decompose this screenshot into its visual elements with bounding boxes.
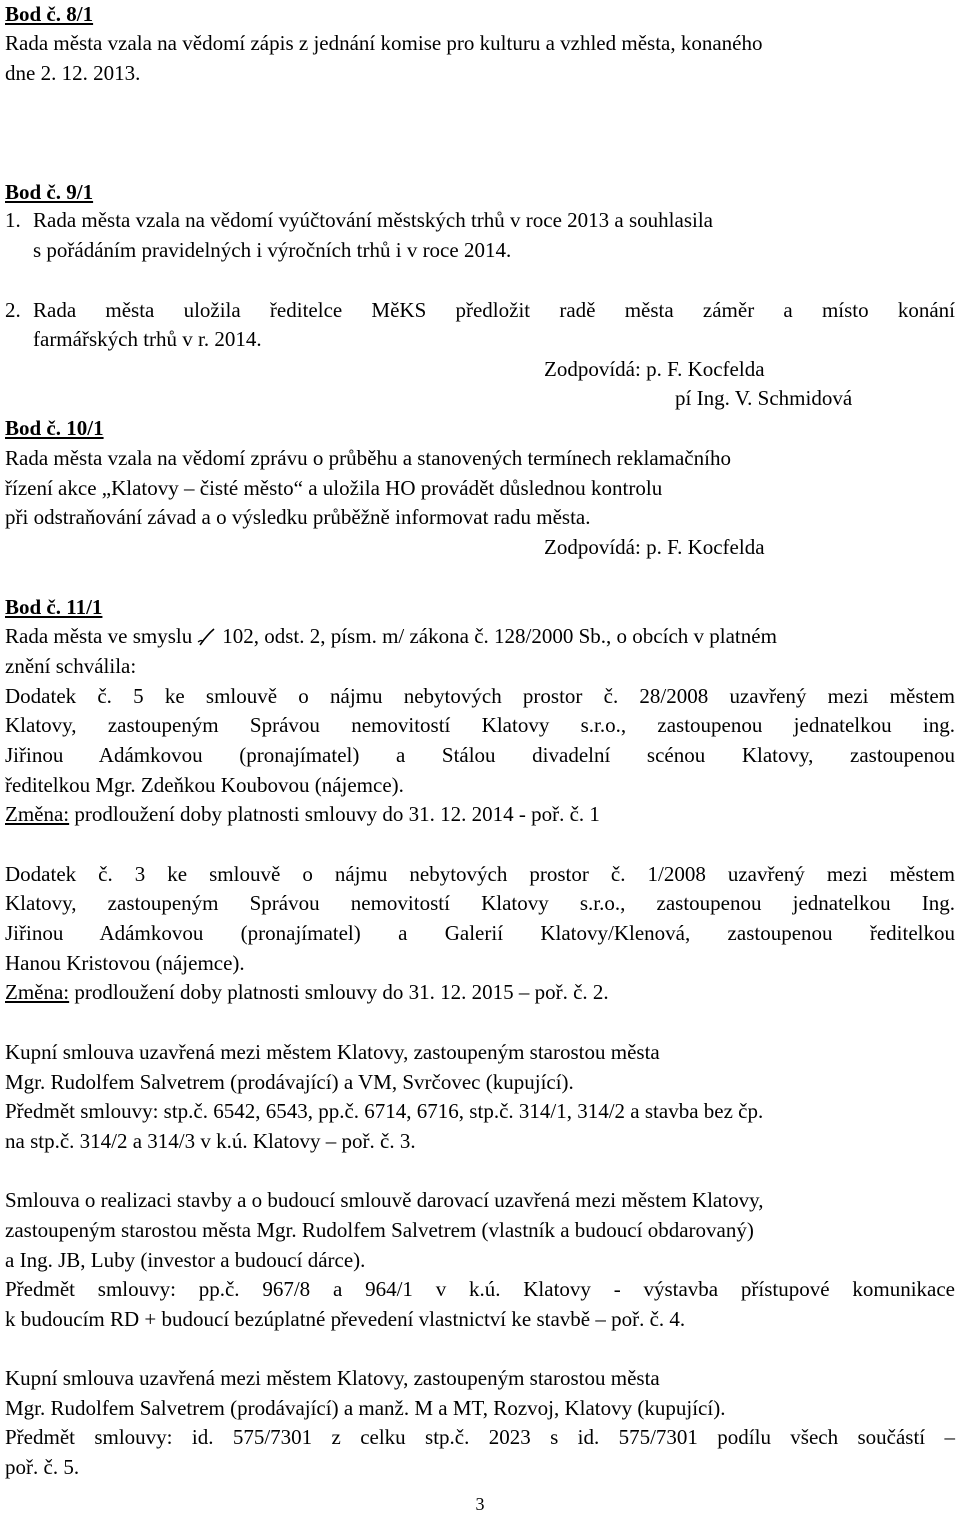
bod-9-item-2-number: 2.	[5, 298, 21, 322]
bod-11-intro-line: znění schválila:	[5, 654, 137, 678]
bod-9-heading: Bod č. 9/1	[5, 180, 94, 204]
change-label: Změna:	[5, 802, 70, 826]
dodatek-2-line: Hanou Kristovou (nájemce).	[5, 951, 245, 975]
bod-9-responsible: Zodpovídá: p. F. Kocfelda	[544, 357, 765, 381]
smlouva-o-realizaci-line: a Ing. JB, Luby (investor a budoucí dárce).	[5, 1248, 366, 1272]
dodatek-2-line: Dodatek č. 3 ke smlouvě o nájmu nebytových prostor č. 1/2008 uzavřený mezi městem	[5, 862, 955, 886]
dodatek-1-line: Jiřinou Adámkovou (pronajímatel) a Stálou divadelní scénou Klatovy, zastoupenou	[5, 743, 955, 767]
dodatek-1-line: ředitelkou Mgr. Zdeňkou Koubovou (nájemce).	[5, 773, 404, 797]
bod-9-item-1-line: s pořádáním pravidelných i výročních trhů i v roce 2014.	[33, 238, 512, 262]
bod-10-text-line: Rada města vzala na vědomí zprávu o průběhu a stanovených termínech reklamačního	[5, 446, 731, 470]
kupni-smlouva-1-line: Mgr. Rudolfem Salvetrem (prodávající) a VM, Svrčovec (kupující).	[5, 1070, 574, 1094]
bod-8-text-line: dne 2. 12. 2013.	[5, 61, 141, 85]
bod-9-item-2-line: Rada města uložila ředitelce MěKS předložit radě města záměr a místo konání	[33, 298, 955, 322]
bod-11-intro-line	[5, 624, 955, 648]
bod-10-responsible: Zodpovídá: p. F. Kocfelda	[544, 535, 765, 559]
bod-8-text-line: Rada města vzala na vědomí zápis z jednání komise pro kulturu a vzhled města, konaného	[5, 31, 763, 55]
bod-9-item-2-line: farmářských trhů v r. 2014.	[33, 327, 262, 351]
smlouva-o-realizaci-line: k budoucím RD + budoucí bezúplatné převedení vlastnictví ke stavbě – poř. č. 4.	[5, 1307, 686, 1331]
smlouva-o-realizaci-line: Smlouva o realizaci stavby a o budoucí smlouvě darovací uzavřená mezi městem Klatovy,	[5, 1188, 764, 1212]
bod-10-text-line: řízení akce „Klatovy – čisté město“ a uložila HO provádět důslednou kontrolu	[5, 476, 663, 500]
bod-11-intro-end: 102, odst. 2, písm. m/ zákona č. 128/2000 Sb., o obcích v platném	[222, 624, 777, 648]
dodatek-2-line: Klatovy, zastoupeným Správou nemovitostí Klatovy s.r.o., zastoupenou jednatelkou Ing.	[5, 891, 955, 915]
section-sign-icon	[196, 627, 218, 647]
dodatek-1-line: Dodatek č. 5 ke smlouvě o nájmu nebytových prostor č. 28/2008 uzavřený mezi městem	[5, 684, 955, 708]
kupni-smlouva-1-line: na stp.č. 314/2 a 314/3 v k.ú. Klatovy – poř. č. 3.	[5, 1129, 416, 1153]
bod-9-item-1-line: Rada města vzala na vědomí vyúčtování městských trhů v roce 2013 a souhlasila	[33, 208, 713, 232]
kupni-smlouva-2-line: Předmět smlouvy: id. 575/7301 z celku stp.č. 2023 s id. 575/7301 podílu všech součástí –	[5, 1425, 955, 1449]
bod-10-text-line: při odstraňování závad a o výsledku průběžně informovat radu města.	[5, 505, 591, 529]
bod-9-item-1-number: 1.	[5, 208, 21, 232]
kupni-smlouva-1-line: Předmět smlouvy: stp.č. 6542, 6543, pp.č. 6714, 6716, stp.č. 314/1, 314/2 a stavba bez čp.	[5, 1099, 764, 1123]
dodatek-1-change-line	[5, 802, 955, 826]
bod-11-intro-start: Rada města ve smyslu	[5, 624, 193, 648]
bod-10-heading: Bod č. 10/1	[5, 416, 104, 440]
change-text: prodloužení doby platnosti smlouvy do 31. 12. 2014 - poř. č. 1	[74, 802, 600, 826]
kupni-smlouva-1-line: Kupní smlouva uzavřená mezi městem Klatovy, zastoupeným starostou města	[5, 1040, 660, 1064]
page-number: 3	[475, 1494, 485, 1514]
bod-9-responsible-2: pí Ing. V. Schmidová	[675, 386, 853, 410]
dodatek-1-line: Klatovy, zastoupeným Správou nemovitostí Klatovy s.r.o., zastoupenou jednatelkou ing.	[5, 713, 955, 737]
kupni-smlouva-2-line: poř. č. 5.	[5, 1455, 80, 1479]
kupni-smlouva-2-line: Kupní smlouva uzavřená mezi městem Klatovy, zastoupeným starostou města	[5, 1366, 660, 1390]
change-label: Změna:	[5, 980, 70, 1004]
dodatek-2-change-line	[5, 980, 955, 1004]
dodatek-2-line: Jiřinou Adámkovou (pronajímatel) a Galerií Klatovy/Klenová, zastoupenou ředitelkou	[5, 921, 955, 945]
smlouva-o-realizaci-line: Předmět smlouvy: pp.č. 967/8 a 964/1 v k.ú. Klatovy - výstavba přístupové komunikace	[5, 1277, 955, 1301]
bod-11-heading: Bod č. 11/1	[5, 595, 103, 619]
smlouva-o-realizaci-line: zastoupeným starostou města Mgr. Rudolfem Salvetrem (vlastník a budoucí obdarovaný)	[5, 1218, 754, 1242]
kupni-smlouva-2-line: Mgr. Rudolfem Salvetrem (prodávající) a manž. M a MT, Rozvoj, Klatovy (kupující).	[5, 1396, 726, 1420]
bod-8-heading: Bod č. 8/1	[5, 2, 94, 26]
change-text: prodloužení doby platnosti smlouvy do 31. 12. 2015 – poř. č. 2.	[74, 980, 609, 1004]
